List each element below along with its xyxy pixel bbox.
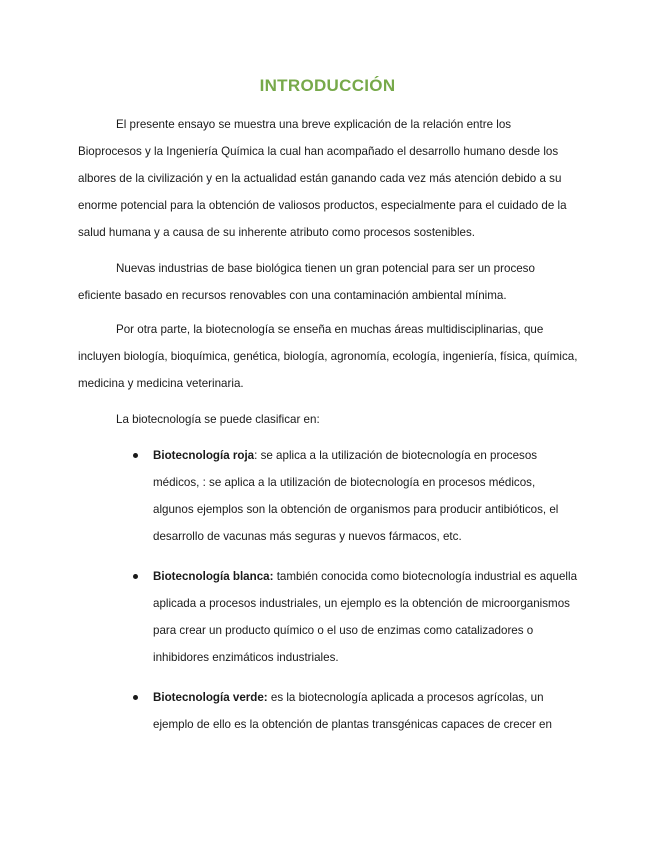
bullet-icon: [133, 453, 138, 458]
bullet-icon: [133, 574, 138, 579]
list-item-term: Biotecnología roja: [153, 449, 255, 462]
list-item: [78, 563, 578, 671]
bullet-icon: [133, 695, 138, 700]
paragraph-industries: [78, 255, 578, 309]
biotech-list: [78, 442, 578, 751]
list-item-text: : se aplica a la utilización de biotecnología en procesos médicos, : se aplica a la utilización de biotecnología en procesos médicos, algunos ejemplos son la obtención de organismos para producir antibióticos, el desarrollo de vacunas más seguras y nuevos fármacos, etc.: [153, 449, 559, 543]
paragraph-multidisciplinary-text: Por otra parte, la biotecnología se enseña en muchas áreas multidisciplinarias, que incluyen biología, bioquímica, genética, biología, agronomía, ecología, ingeniería, física, química, medicina y medicina veterinaria.: [78, 323, 578, 390]
page-title: INTRODUCCIÓN: [259, 76, 396, 95]
paragraph-intro: [78, 111, 578, 246]
list-item-text: también conocida como biotecnología industrial es aquella aplicada a procesos industriales, un ejemplo es la obtención de microorganismos para crear un producto químico o el uso de enzimas como catalizadores o inhibidores enzimáticos industriales.: [153, 570, 578, 664]
list-item-term: Biotecnología verde:: [153, 691, 268, 704]
list-item: [78, 684, 578, 738]
paragraph-industries-text: Nuevas industrias de base biológica tienen un gran potencial para ser un proceso eficiente basado en recursos renovables con una contaminación ambiental mínima.: [78, 262, 535, 302]
paragraph-multidisciplinary: [78, 316, 578, 397]
list-item-term: Biotecnología blanca:: [153, 570, 274, 583]
paragraph-classification-text: La biotecnología se puede clasificar en:: [116, 413, 320, 426]
list-item-text: es la biotecnología aplicada a procesos agrícolas, un ejemplo de ello es la obtención de plantas transgénicas capaces de crecer en: [153, 691, 552, 731]
paragraph-classification: [78, 406, 578, 433]
list-item: [78, 442, 578, 550]
paragraph-intro-text: El presente ensayo se muestra una breve explicación de la relación entre los Bioprocesos y la Ingeniería Química la cual han acompañado el desarrollo humano desde los albores de la civilización y en la actualidad están ganando cada vez más atención debido a su enorme potencial para la obtención de valiosos productos, especialmente para el cuidado de la salud humana y a causa de su inherente atributo como procesos sostenibles.: [78, 118, 567, 239]
